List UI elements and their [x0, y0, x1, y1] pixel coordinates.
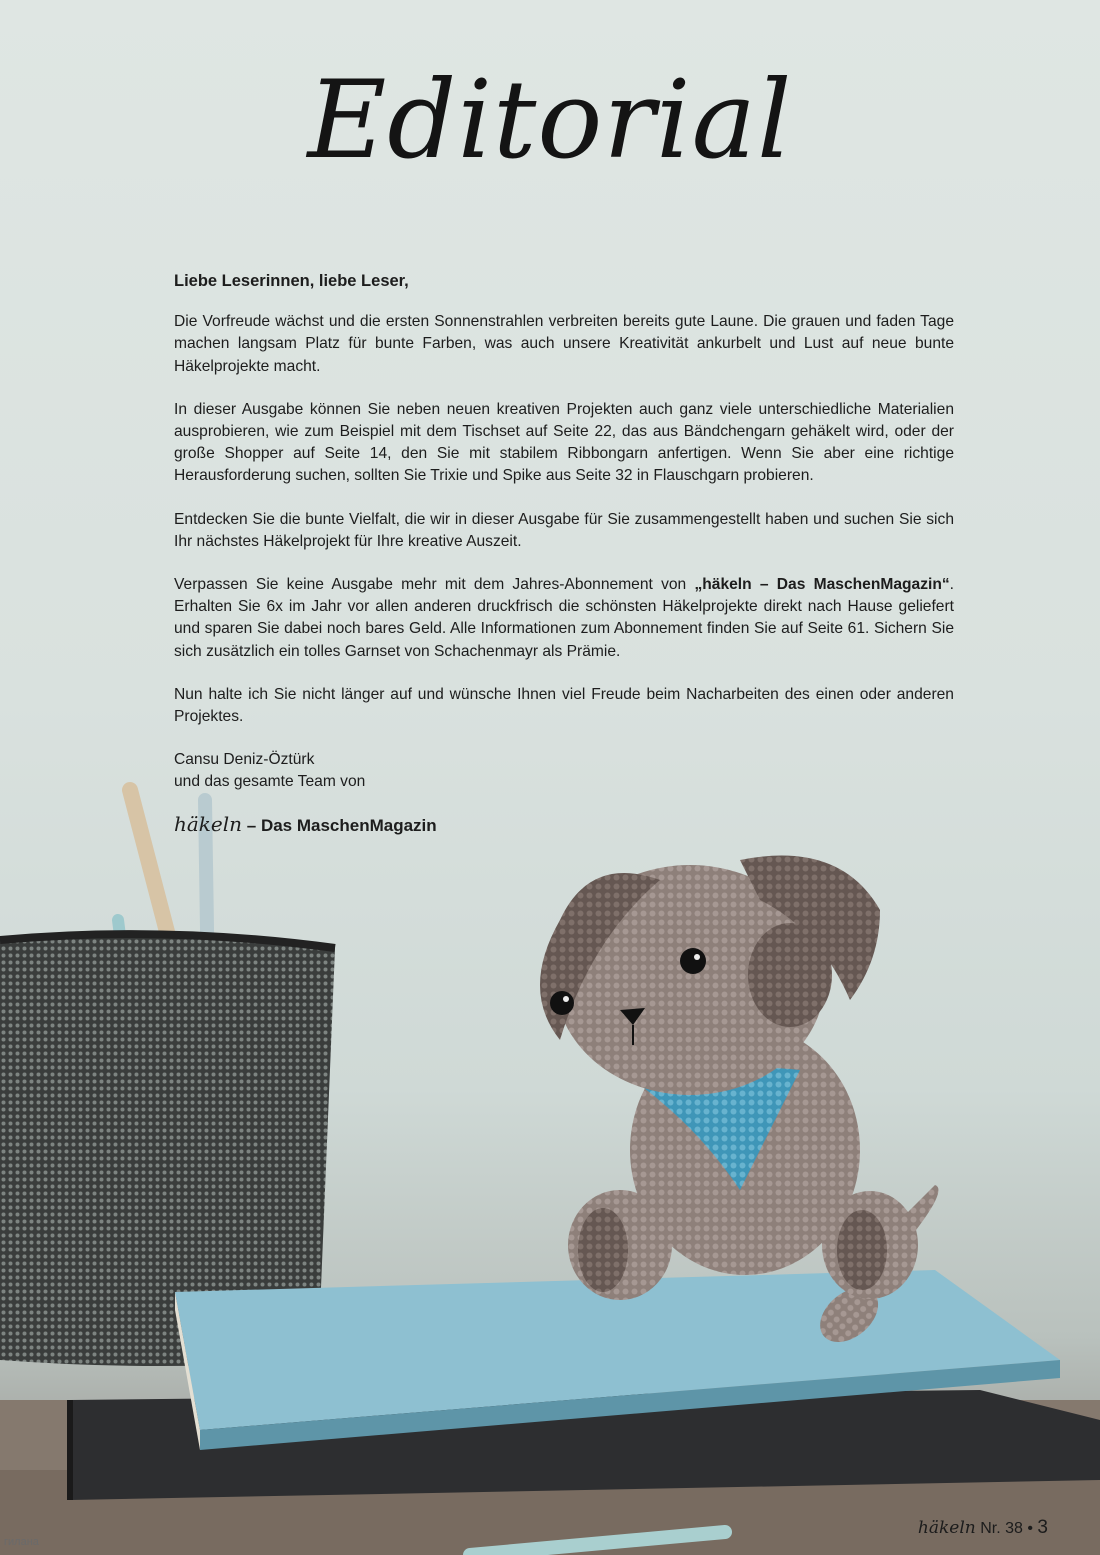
footer-brand: häkeln [917, 1518, 976, 1538]
paragraph-1: Die Vorfreude wächst und die ersten Sonnenstrahlen verbreiten bereits gute Laune. Die grauen und faden Tage machen langsam Platz für bunte Farben, was auch unsere Kreativität ankurbelt und Lust auf neue bunte Häkelprojekte macht. [174, 313, 954, 375]
paragraph-3: Entdecken Sie die bunte Vielfalt, die wir in dieser Ausgabe für Sie zusammengestellt haben und suchen Sie sich Ihr nächstes Häkelprojekt für Ihre kreative Auszeit. [174, 510, 954, 550]
page-number: 3 [1037, 1517, 1048, 1538]
salutation: Liebe Leserinnen, liebe Leser, [174, 272, 409, 290]
brand-signature [174, 813, 954, 837]
notebook-stack [70, 1270, 1100, 1500]
signature-name: Cansu Deniz-Öztürk [174, 751, 315, 769]
signature-team: und das gesamte Team von [174, 773, 366, 791]
editorial-letter [174, 270, 954, 837]
abo-magazine-name: „häkeln – Das MaschenMagazin“ [694, 576, 950, 594]
dog-eye-right [680, 948, 706, 974]
brand-name: – Das MaschenMagazin [242, 816, 437, 836]
page-heading: Editorial [307, 58, 793, 183]
footer-issue: Nr. 38 [980, 1520, 1023, 1537]
footer-bullet: • [1027, 1520, 1033, 1537]
paragraph-2: In dieser Ausgabe können Sie neben neuen kreativen Projekten auch ganz viele unterschiedliche Materialien ausprobieren, wie zum Beispiel mit dem Tischset auf Seite 22, das aus Bändchengarn gehäkelt wird, oder der große Shopper auf Seite 14, den Sie mit stabilem Ribbongarn anfertigen. Wenn Sie aber eine richtige Herausforderung suchen, sollten Sie Trixie und Spike aus Seite 32 in Flauschgarn probieren. [174, 400, 954, 485]
abo-text-after: . Erhalten Sie 6x im Jahr vor allen anderen druckfrisch die schönsten Häkelprojekte direkt nach Hause geliefert und sparen Sie dabei noch bares Geld. Alle Informationen zum Abonnement finden Sie auf Seite 61. Sichern Sie sich zusätzlich ein tolles Garnset von Schachenmayr als Prämie. [174, 576, 955, 660]
paragraph-abo [174, 574, 954, 663]
dog-eye-left [550, 991, 574, 1015]
paragraph-closing: Nun halte ich Sie nicht länger auf und wünsche Ihnen viel Freude beim Nacharbeiten des einen oder anderen Projektes. [174, 685, 954, 726]
watermark: гилана [4, 1536, 39, 1548]
page-footer [918, 1517, 1048, 1539]
brand-script-logo: häkeln [174, 812, 243, 837]
abo-text-before: Verpassen Sie keine Ausgabe mehr mit dem Jahres-Abonnement von [174, 576, 695, 594]
